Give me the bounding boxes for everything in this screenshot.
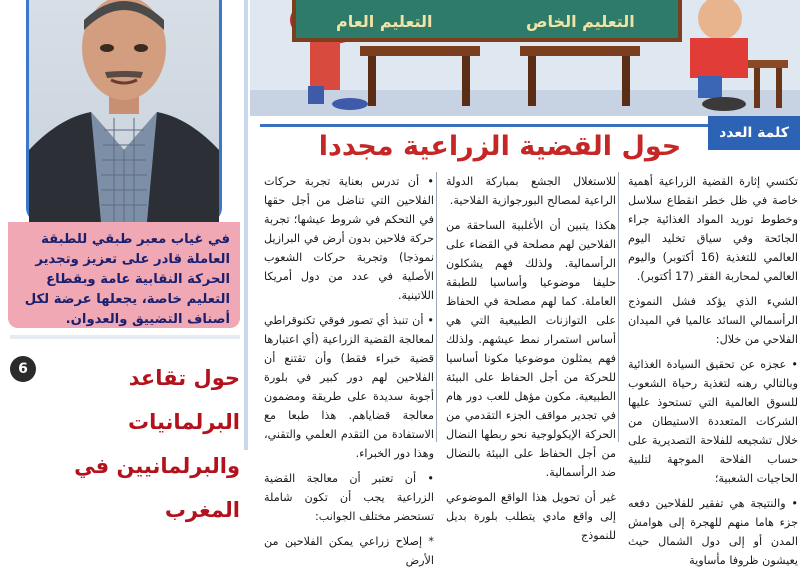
sidebar	[0, 0, 248, 522]
paragraph: غير أن تحويل هذا الواقع الموضوعي إلى واقع مادي يتطلب بلورة بديل للنموذج	[446, 491, 616, 542]
portrait-illustration	[29, 0, 219, 222]
header-rule	[260, 124, 708, 127]
paragraph: الشيء الذي يؤكد فشل النموذج الرأسمالي السائد عالميا في الميدان الفلاحي من خلال:	[628, 295, 798, 346]
paragraph: هكذا يتبين أن الأغلبية الساحقة من الفلاحين لهم مصلحة في القضاء على الرأسمالية. ولذلك فهم يشكلون حليفا موضوعيا وأساسيا للطبقة العاملة. كما لهم مصلحة في الحفاظ على التوازنات الطبيعية التي هي أساس استمرار نمط عيشهم. ولذلك فهم يمثلون موضوعيا مكونا أساسيا للحركة من أجل الحفاظ على البيئة الطبيعية. مكون مؤهل للعب دور هام في تجدير مواقف الجزء التقدمي من الحركة الإيكولوجية نحو ربطها النضال من أجل الحفاظ على البيئة بالنضال ضد الرأسمالية.	[446, 219, 616, 479]
board-label-private: التعليم الخاص	[526, 12, 635, 31]
sidebar-divider	[10, 335, 240, 339]
cartoon-illustration	[250, 0, 800, 116]
pull-quote	[8, 222, 240, 328]
blackboard	[292, 0, 682, 42]
page-number-badge: 6	[10, 356, 36, 382]
pull-quote-text: في غياب معبر طبقي للطبقة العاملة قادر على تعزيز وتجدير الحركة النقابية عامة وبقطاع التعليم خاصة، يجعلها عرضة لكل أصناف التضييق والعدوان.	[24, 232, 230, 327]
paragraph: • عجزه عن تحقيق السيادة الغذائية وبالتالي رهنه لتغذية رحياة الشعوب للسوق العالمية التي تستحوذ عليها الشركات المتعددة الاستيطان من خلال تشجيعه للفلاحة التصديرية على حساب الفلاحة الموجهة لتلبية الحاجيات الشعبية؛	[628, 358, 798, 485]
paragraph: تكتسي إثارة القضية الزراعية أهمية خاصة في ظل خطر انقطاع سلاسل وخطوط توريد المواد الغذائية جراء الجائحة وفي سياق تخليد اليوم العالمي للتغذية (16 أكتوبر) واليوم العالمي لمحاربة الفقر (17 أكتوبر).	[628, 175, 799, 283]
column-divider	[618, 172, 619, 442]
article-column-3	[264, 172, 434, 567]
paragraph: • أن تعتبر أن معالجة القضية الزراعية يجب أن تكون شاملة تستحضر مختلف الجوانب:	[264, 472, 434, 523]
board-label-public: التعليم العام	[336, 12, 433, 31]
teaser-headline[interactable]: حول تقاعد البرلمانيات والبرلمانيين في المغرب	[74, 366, 240, 522]
column-divider	[436, 172, 437, 442]
article-column-1	[628, 172, 799, 567]
article-title: حول القضية الزراعية مجددا	[318, 131, 682, 162]
section-tag: كلمة العدد	[708, 116, 800, 150]
editorial-article	[250, 116, 800, 567]
paragraph: • والنتيجة هي تفقير للفلاحين دفعه جزء هاما منهم للهجرة إلى هوامش المدن أو إلى دول الشمال حيث يعيشون ظروفا مأساوية	[628, 497, 798, 567]
sidebar-border	[244, 0, 248, 450]
author-photo	[26, 0, 222, 222]
paragraph: • أن تنبذ أي تصور فوقي تكنوقراطي لمعالجة القضية الزراعية (أي اعتبارها قضية خبراء فقط) وأن تقتنع أن الفلاحين لهم دور كبير في بلورة أجوبة سديدة على طريقة ومضمون معالجة قضاياهم. هذا طبعا مع الاستفادة من التقدم العلمي والتقني، وهذا دور الخبراء.	[264, 314, 434, 460]
article-column-2	[446, 172, 616, 542]
paragraph: للاستغلال الجشع بمباركة الدولة الراعية لمصالح البورجوازية الفلاحية.	[446, 175, 616, 207]
paragraph: • أن تدرس بعناية تجربة حركات الفلاحين التي تناضل من أجل حقها في التحكم في شروط عيشها؛ تجربة حركة فلاحين بدون أرض في البرازيل نموذجا) وتجربة حركات الشعوب الأصلية في عدد من دول أمريكا اللاتينية.	[264, 175, 434, 302]
paragraph: * إصلاح زراعي يمكن الفلاحين من الأرض	[264, 535, 434, 567]
